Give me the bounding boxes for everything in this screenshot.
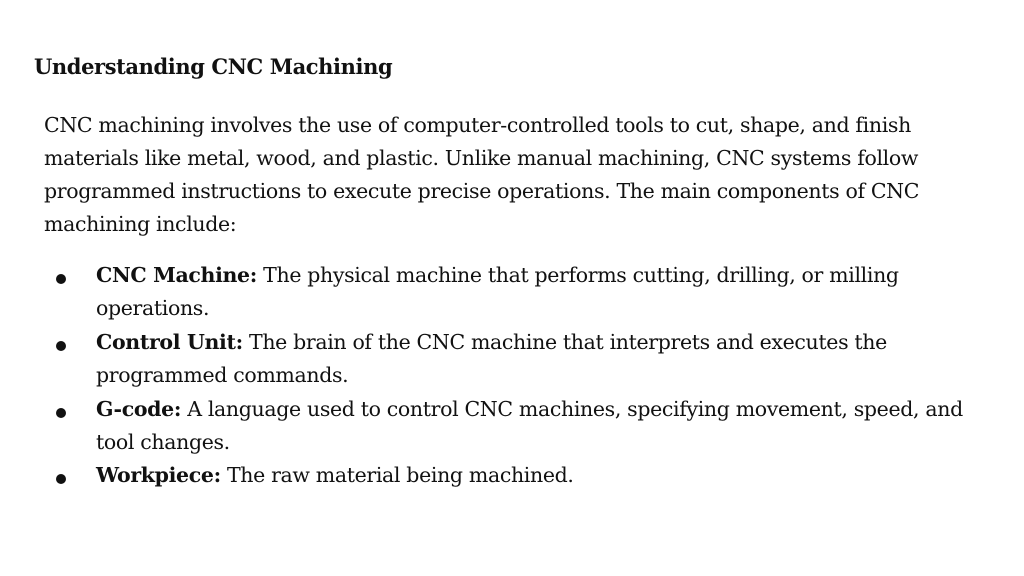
component-term: Control Unit: [96, 329, 243, 354]
bullet-icon [56, 474, 66, 484]
component-term: G-code: [96, 396, 182, 421]
page-title: Understanding CNC Machining [34, 54, 393, 79]
list-item-g-code [44, 393, 974, 460]
component-term: Workpiece: [96, 463, 221, 488]
component-description: The raw material being machined. [220, 463, 574, 488]
component-description: A language used to control CNC machines, specifying movement, speed, and tool changes. [96, 396, 963, 455]
bullet-icon [56, 341, 66, 351]
list-item-control-unit [44, 326, 974, 393]
intro-paragraph: CNC machining involves the use of computer-controlled tools to cut, shape, and finish materials like metal, wood, and plastic. Unlike manual machining, CNC systems follow programmed instructions to execute precise operations. The main components of CNC machining include: [44, 113, 920, 236]
component-description: The physical machine that performs cutting, drilling, or milling operations. [96, 263, 899, 321]
component-description: The brain of the CNC machine that interprets and executes the programmed commands. [96, 329, 887, 388]
list-item-cnc-machine [44, 259, 974, 326]
bullet-icon [56, 408, 66, 418]
components-list [44, 259, 974, 493]
bullet-icon [56, 274, 66, 284]
component-term: CNC Machine: [96, 263, 257, 287]
list-item-workpiece [44, 459, 974, 492]
